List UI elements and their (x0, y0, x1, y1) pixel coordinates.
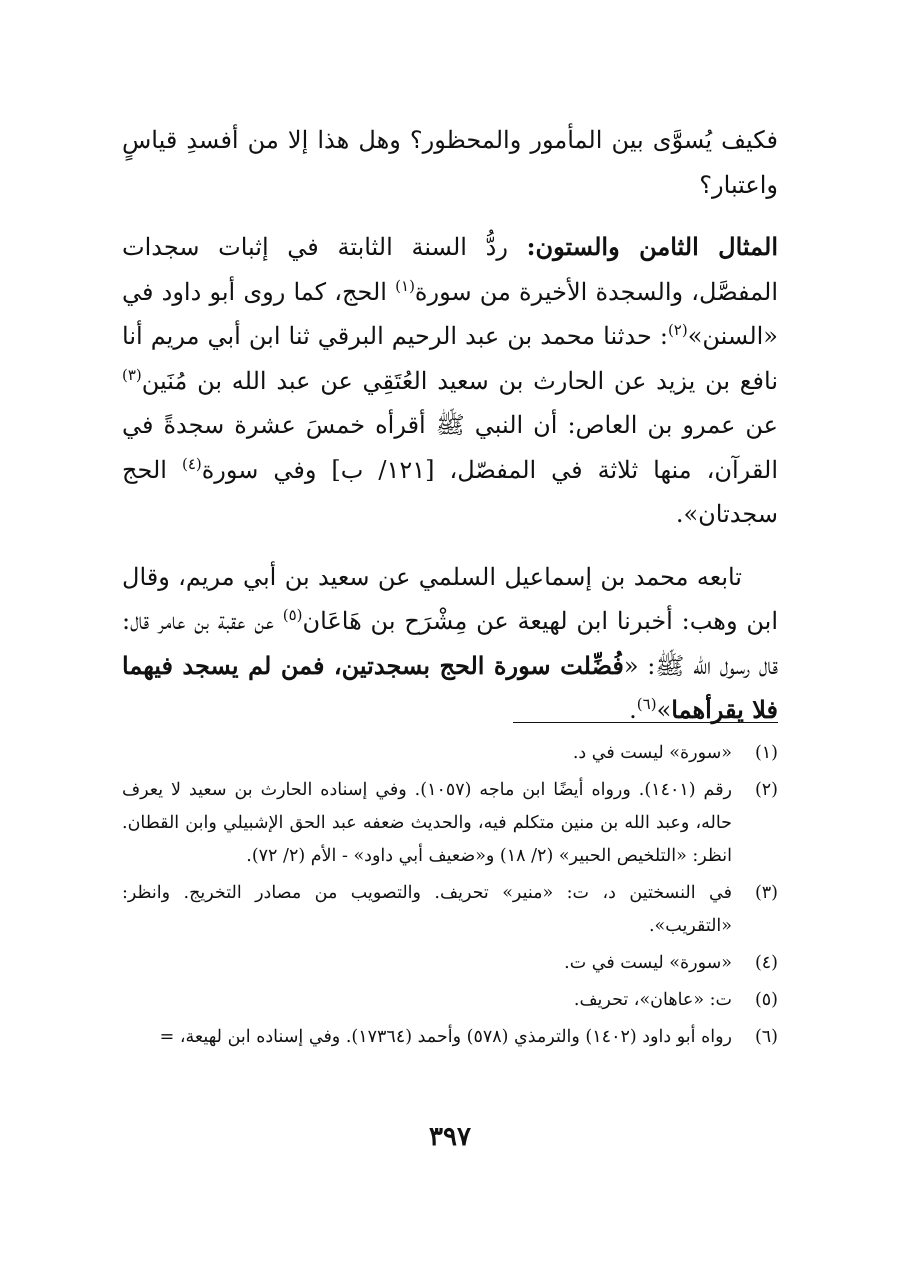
paragraph-2 (122, 225, 778, 537)
hadith-quote: فُضِّلت سورة الحج بسجدتين، فمن لم يسجد فيهما فلا يقرأهما (122, 650, 778, 724)
footnote-divider (513, 722, 778, 723)
footnote-2 (122, 774, 778, 873)
paragraph-3-text-3: » (656, 696, 672, 724)
footnote-text: «سورة» ليست في ت. (564, 953, 732, 973)
footnote-text: ت: «عاهان»، تحريف. (573, 990, 732, 1010)
footnote-number: (١) (754, 743, 778, 763)
footnote-ref-6[interactable]: (٦) (636, 695, 657, 713)
footnote-ref-1[interactable]: (١) (395, 276, 415, 295)
footnote-number: (٤) (754, 953, 778, 973)
footnote-number: (٣) (754, 883, 778, 903)
paragraph-1-text: فكيف يُسوَّى بين المأمور والمحظور؟ وهل هذا إلا من أفسدِ قياسٍ واعتبار؟ (122, 126, 778, 199)
paragraph-3-text-1: تابعه محمد بن إسماعيل السلمي عن سعيد بن أبي مريم، وقال ابن وهب: أخبرنا ابن لهيعة عن مِشْرَح بن هَاعَان (122, 562, 778, 635)
page-number: ٣٩٧ (429, 1122, 471, 1152)
footnote-text: في النسختين د، ت: «منير» تحريف. والتصويب من مصادر التخريج. وانظر: «التقريب». (122, 883, 732, 936)
footnote-number: (٢) (754, 780, 778, 800)
footnote-ref-3[interactable]: (٣) (122, 365, 142, 384)
paragraph-2-text-2: الحج، كما روى أبو داود في «السنن» (122, 277, 778, 350)
footnote-number: (٦) (754, 1027, 778, 1047)
footnote-text: «سورة» ليست في د. (572, 743, 732, 763)
main-text (122, 118, 778, 733)
paragraph-2-text-5: الحج سجدتان». (122, 455, 778, 528)
paragraph-1 (122, 118, 778, 207)
paragraph-3-text-2: عن عقبة بن عامر قال: قال رسول الله ﷺ: « (122, 607, 779, 680)
footnote-5 (122, 984, 778, 1017)
paragraph-3-text-4: . (629, 696, 637, 724)
paragraph-3 (122, 555, 778, 733)
paragraph-2-text-3: : حدثنا محمد بن عبد الرحيم البرقي ثنا ابن أبي مريم أنا نافع بن يزيد عن الحارث بن سعيد العُتَقِي عن عبد الله بن مُنَين (122, 322, 778, 395)
footnotes-section (122, 737, 778, 1058)
footnote-text: رقم (١٤٠١). ورواه أيضًا ابن ماجه (١٠٥٧). وفي إسناده الحارث بن سعيد لا يعرف حاله، وعبد الله بن منين متكلم فيه، والحديث ضعفه عبد الحق الإشبيلي وابن القطان. انظر: «التلخيص الحبير» (٢/ ١٨) و«ضعيف أبي داود» - الأم (٢/ ٧٢). (122, 780, 733, 866)
paragraph-2-text-1: ردُّ السنة الثابتة في إثبات سجدات المفصَّل، والسجدة الأخيرة من سورة (122, 233, 779, 306)
footnote-4 (122, 947, 778, 980)
footnote-6 (122, 1021, 778, 1054)
footnote-ref-2[interactable]: (٢) (667, 321, 688, 339)
footnote-number: (٥) (754, 990, 778, 1010)
footnote-text: رواه أبو داود (١٤٠٢) والترمذي (٥٧٨) وأحمد (١٧٣٦٤). وفي إسناده ابن لهيعة، = (159, 1027, 732, 1047)
footnote-1 (122, 737, 778, 770)
footnote-ref-4[interactable]: (٤) (181, 454, 202, 473)
example-heading: المثال الثامن والستون: (526, 232, 778, 261)
footnote-ref-5[interactable]: (٥) (282, 606, 303, 624)
footnote-3 (122, 877, 778, 943)
paragraph-2-text-4: عن عمرو بن العاص: أن النبي ﷺ أقرأه خمسَ عشرة سجدةً في القرآن، منها ثلاثة في المفصّل، [١٢١/ ب] وفي سورة (122, 411, 779, 484)
